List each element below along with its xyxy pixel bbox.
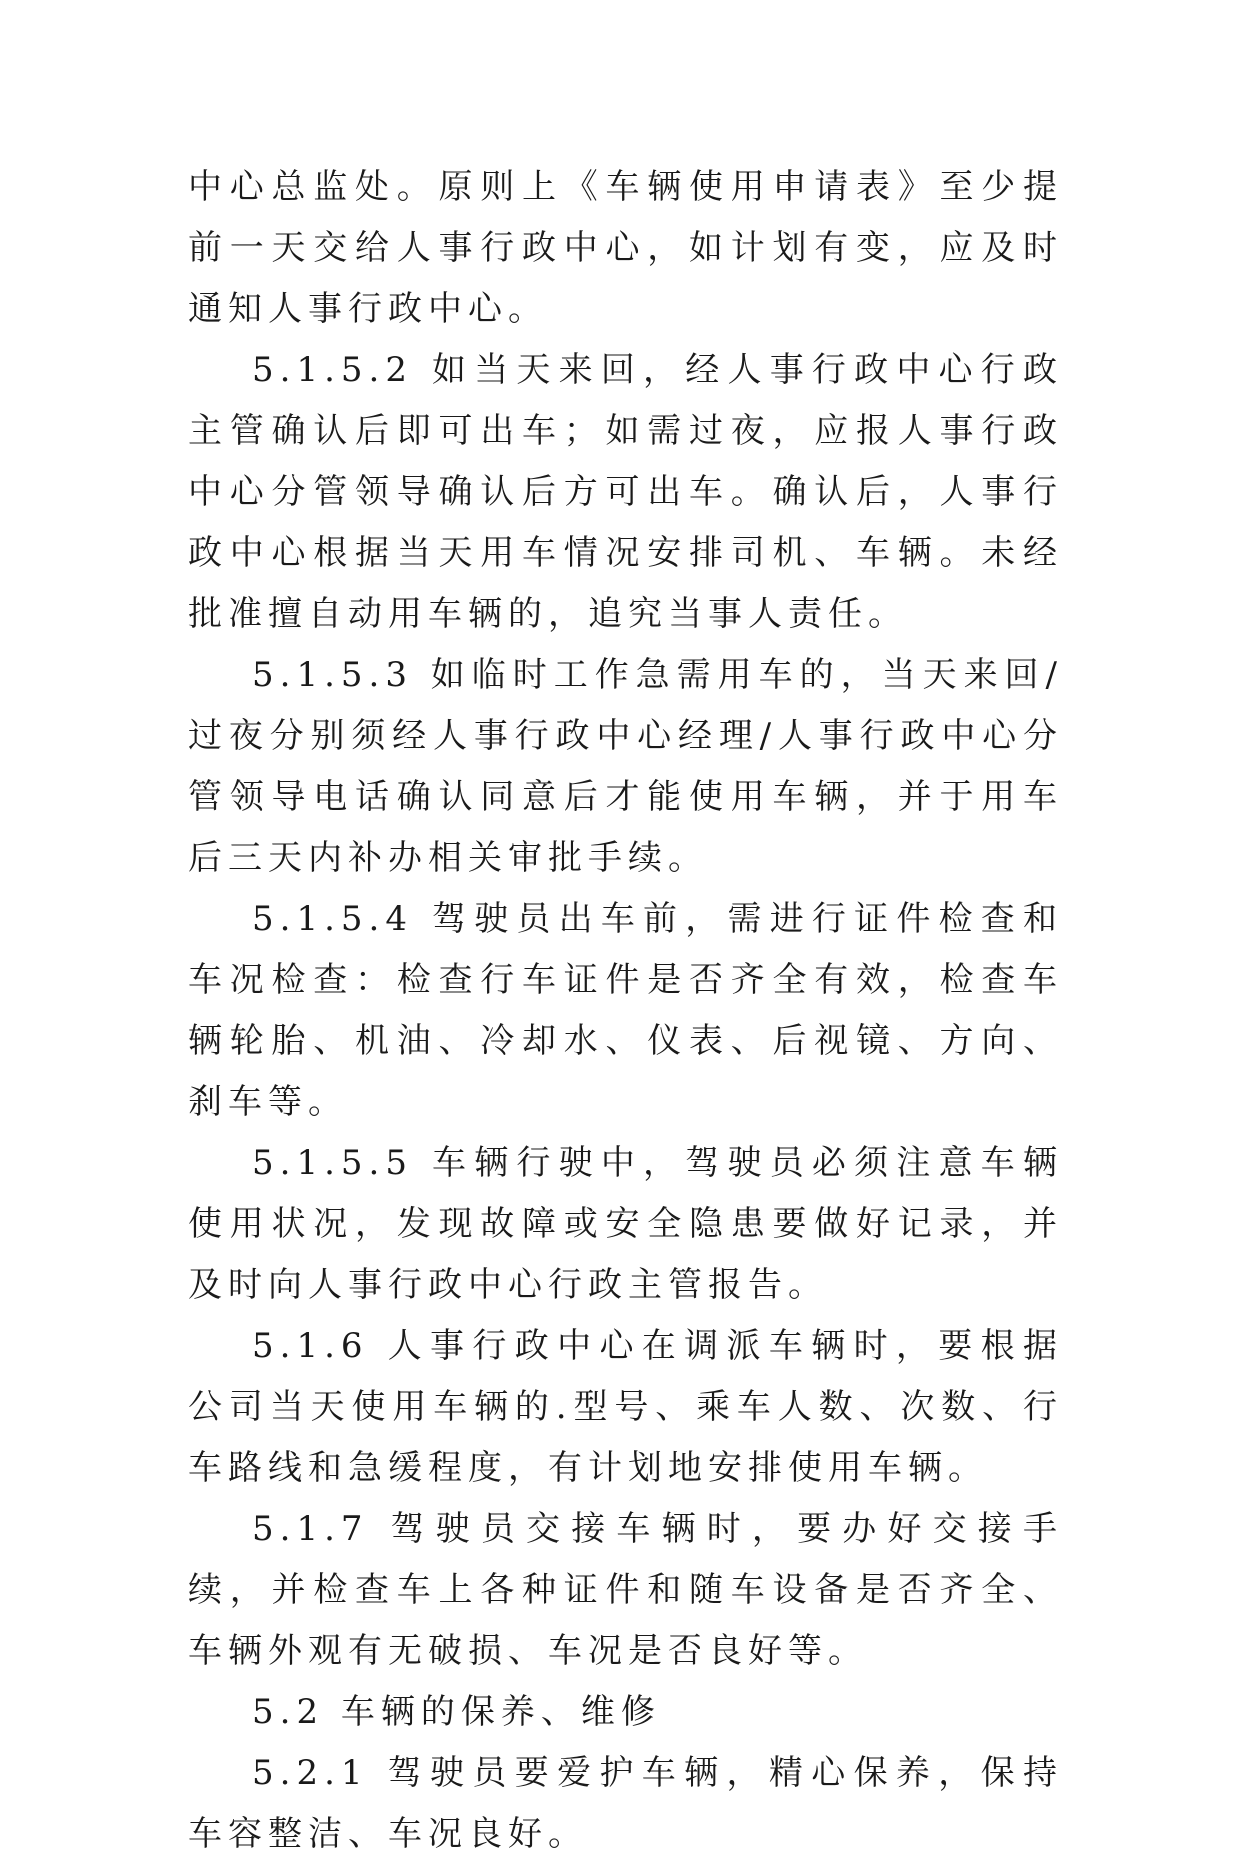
paragraph-5-1-7: 5.1.7 驾驶员交接车辆时，要办好交接手续，并检查车上各种证件和随车设备是否齐全、车辆外观有无破损、车况是否良好等。 — [188, 1509, 1063, 1671]
paragraph-5-1-5-4: 5.1.5.4 驾驶员出车前，需进行证件检查和车况检查：检查行车证件是否齐全有效，检查车辆轮胎、机油、冷却水、仪表、后视镜、方向、刹车等。 — [188, 899, 1063, 1122]
paragraph-5-1-5-3: 5.1.5.3 如临时工作急需用车的，当天来回/过夜分别须经人事行政中心经理/人事行政中心分管领导电话确认同意后才能使用车辆，并于用车后三天内补办相关审批手续。 — [188, 655, 1063, 878]
paragraph-5-1-5-2: 5.1.5.2 如当天来回，经人事行政中心行政主管确认后即可出车；如需过夜，应报人事行政中心分管领导确认后方可出车。确认后，人事行政中心根据当天用车情况安排司机、车辆。未经批准擅自动用车辆的，追究当事人责任。 — [188, 350, 1063, 634]
paragraph-5-1-5-5: 5.1.5.5 车辆行驶中，驾驶员必须注意车辆使用状况，发现故障或安全隐患要做好记录，并及时向人事行政中心行政主管报告。 — [188, 1143, 1063, 1305]
paragraph-5-1-6: 5.1.6 人事行政中心在调派车辆时，要根据公司当天使用车辆的.型号、乘车人数、次数、行车路线和急缓程度，有计划地安排使用车辆。 — [188, 1326, 1063, 1488]
section-heading-5-2: 5.2 车辆的保养、维修 — [252, 1692, 661, 1732]
paragraph-5-2-1: 5.2.1 驾驶员要爱护车辆，精心保养，保持车容整洁、车况良好。 — [188, 1753, 1063, 1854]
paragraph-continuation: 中心总监处。原则上《车辆使用申请表》至少提前一天交给人事行政中心，如计划有变，应及时通知人事行政中心。 — [188, 167, 1063, 329]
document-body — [188, 157, 1063, 1865]
